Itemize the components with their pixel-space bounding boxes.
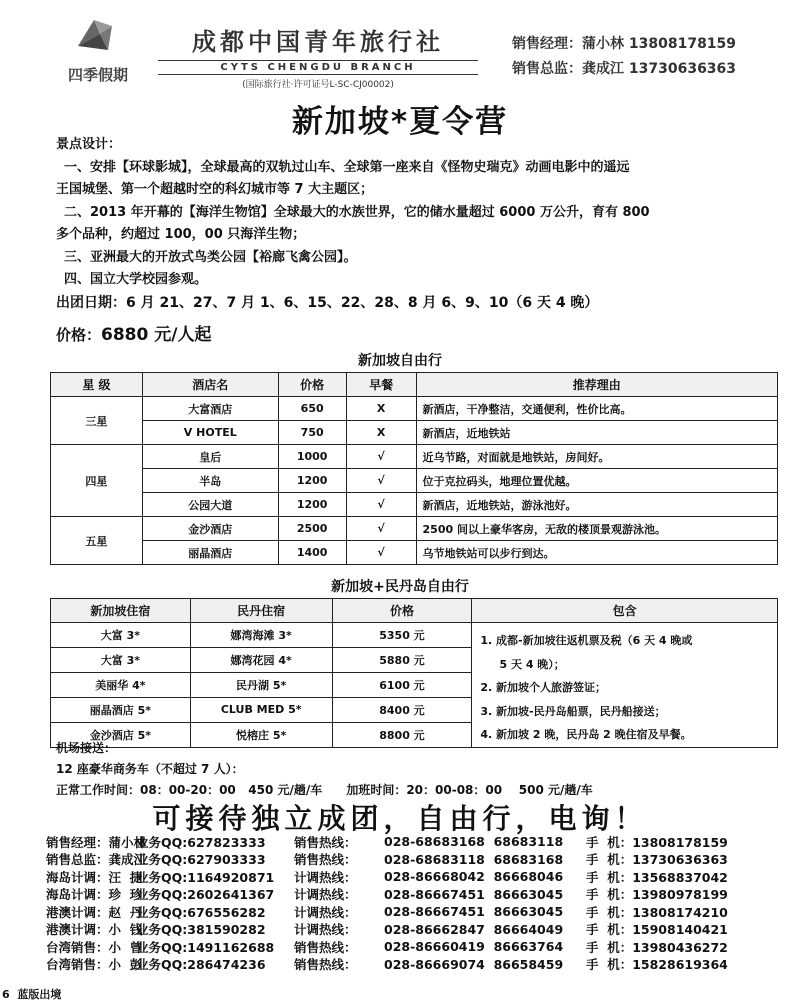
section-title-sg: 新加坡自由行 xyxy=(358,353,442,369)
package-includes: 1. 成都-新加坡往返机票及税（6 天 4 晚或 5 天 4 晚）； 2. 新加坡个人旅游签证； 3. 新加坡-民丹岛船票，民丹船接送； 4. 新加坡 2 晚，民丹岛 2 晚住宿及早餐。 xyxy=(472,623,778,748)
table-row: 四星 皇后 1000 √ 近乌节路，对面就是地铁站，房间好。 xyxy=(51,445,778,469)
table-row: 三星 大富酒店 650 X 新酒店，干净整洁，交通便利，性价比高。 xyxy=(51,397,778,421)
staff-row: 台湾销售：小 彭 业务QQ:286474236 销售热线： 028-86669074 86658459 手 机：15828619364 xyxy=(46,956,728,973)
normal-hours: 正常工作时间：08：00-20：00 450 元/趟/车 xyxy=(56,783,323,797)
table-row: 公园大道 1200 √ 新酒店，近地铁站，游泳池好。 xyxy=(51,493,778,517)
table-row: 五星 金沙酒店 2500 √ 2500 间以上豪华客房，无敌的楼顶景观游泳池。 xyxy=(51,517,778,541)
price-value: 6880 元/人起 xyxy=(101,325,212,345)
staff-contacts xyxy=(46,833,786,973)
staff-row: 销售经理：蒲小林 业务QQ:627823333 销售热线： 028-68683168 68683118 手 机：13808178159 xyxy=(46,834,728,850)
company-name-cn: 成都中国青年旅行社 xyxy=(192,28,444,56)
star-cell: 五星 xyxy=(51,517,143,565)
table-row: 半岛 1200 √ 位于克拉码头，地理位置优越。 xyxy=(51,469,778,493)
sg-hotel-table xyxy=(50,372,778,565)
star-cell: 四星 xyxy=(51,445,143,517)
staff-row: 台湾销售：小 曾 业务QQ:1491162688 销售热线： 028-86660419 86663764 手 机：13980436272 xyxy=(46,939,728,955)
price-label: 价格： xyxy=(56,326,102,344)
intro-line: 多个品种，约超过 100，00 只海洋生物； xyxy=(56,227,306,242)
slogan: 可接待独立成团，自由行，电询！ xyxy=(152,802,648,835)
company-name-en: CYTS CHENGDU BRANCH xyxy=(158,60,478,75)
company-block xyxy=(158,22,478,90)
table-header-row: 星 级 酒店名 价格 早餐 推荐理由 xyxy=(51,373,778,397)
logo-text: 四季假期 xyxy=(67,66,128,84)
price-line xyxy=(56,320,211,345)
staff-row: 海岛计调：珍 珍 业务QQ:2602641367 计调热线： 028-86667451 86663045 手 机：13980978199 xyxy=(46,886,728,903)
bintan-package-table xyxy=(50,598,778,748)
logo xyxy=(48,14,148,86)
airport-vehicle: 12 座豪华商务车（不超过 7 人）： xyxy=(56,762,244,776)
table-row: 金沙酒店 5* 悦榕庄 5* 8800 元 xyxy=(51,722,778,747)
header-contact-row: 销售经理：蒲小林 13808178159 xyxy=(512,36,737,52)
table-row: 丽晶酒店 5* CLUB MED 5* 8400 元 xyxy=(51,697,778,722)
table-header-row: 新加坡住宿 民丹住宿 价格 包含 xyxy=(51,599,778,623)
table-row: 大富 3* 娜湾花园 4* 5880 元 xyxy=(51,647,778,672)
intro-line: 王国城堡、第一个超越时空的科幻城市等 7 大主题区； xyxy=(56,182,374,197)
staff-row: 港澳计调：小 钱 业务QQ:381590282 计调热线： 028-86662847 86664049 手 机：15908140421 xyxy=(46,921,728,938)
attractions-intro xyxy=(56,134,776,292)
header-contact-row: 销售总监：龚成江 13730636363 xyxy=(512,61,737,77)
departure-dates: 出团日期：6 月 21、27、7 月 1、6、15、22、28、8 月 6、9、10（6 天 4 晚） xyxy=(56,295,599,311)
intro-heading: 景点设计： xyxy=(56,137,122,152)
star-cell: 三星 xyxy=(51,397,143,445)
section-title-bintan: 新加坡+民丹岛自由行 xyxy=(331,579,469,595)
staff-row: 销售总监：龚成江 业务QQ:627903333 销售热线： 028-68683118 68683168 手 机：13730636363 xyxy=(46,851,728,868)
table-row: 美丽华 4* 民丹湖 5* 6100 元 xyxy=(51,672,778,697)
table-row: 大富 3* 娜湾海滩 3* 5350 元 1. 成都-新加坡往返机票及税（6 天 4 晚或 5 天 4 晚）； 2. 新加坡个人旅游签证； 3. 新加坡-民丹岛船票，民丹船接送； 4. 新加坡 2 晚，民丹岛 2 晚住宿及早餐。 xyxy=(51,623,778,648)
page-footer: 6 蓝版出境 xyxy=(2,988,62,1000)
overtime-hours: 加班时间：20：00-08：00 500 元/趟/车 xyxy=(346,783,593,797)
airport-title: 机场接送： xyxy=(56,741,117,755)
staff-row: 海岛计调：汪 捷 业务QQ:1164920871 计调热线： 028-86668042 86668046 手 机：13568837042 xyxy=(46,869,728,885)
staff-row: 港澳计调：赵 丹 业务QQ:676556282 计调热线： 028-86667451 86663045 手 机：13808174210 xyxy=(46,904,728,920)
header-contacts xyxy=(512,32,736,82)
page-title: 新加坡*夏令营 xyxy=(291,104,509,140)
intro-line: 三、亚洲最大的开放式鸟类公园【裕廊飞禽公园】。 xyxy=(64,249,357,265)
intro-line: 一、安排【环球影城】，全球最高的双轨过山车、全球第一座来自《怪物史瑞克》动画电影中的遥远 xyxy=(64,159,630,175)
airport-transfer xyxy=(56,738,593,801)
logo-leaf-icon xyxy=(74,16,116,56)
intro-line: 四、国立大学校园参观。 xyxy=(64,272,208,287)
table-row: V HOTEL 750 X 新酒店，近地铁站 xyxy=(51,421,778,445)
header xyxy=(0,0,800,90)
table-row: 丽晶酒店 1400 √ 乌节地铁站可以步行到达。 xyxy=(51,541,778,565)
intro-line: 二、2013 年开幕的【海洋生物馆】全球最大的水族世界，它的储水量超过 6000 万公升，育有 800 xyxy=(64,204,650,220)
license-number: (国际旅行社·许可证号L-SC-CJ00002) xyxy=(242,80,394,90)
